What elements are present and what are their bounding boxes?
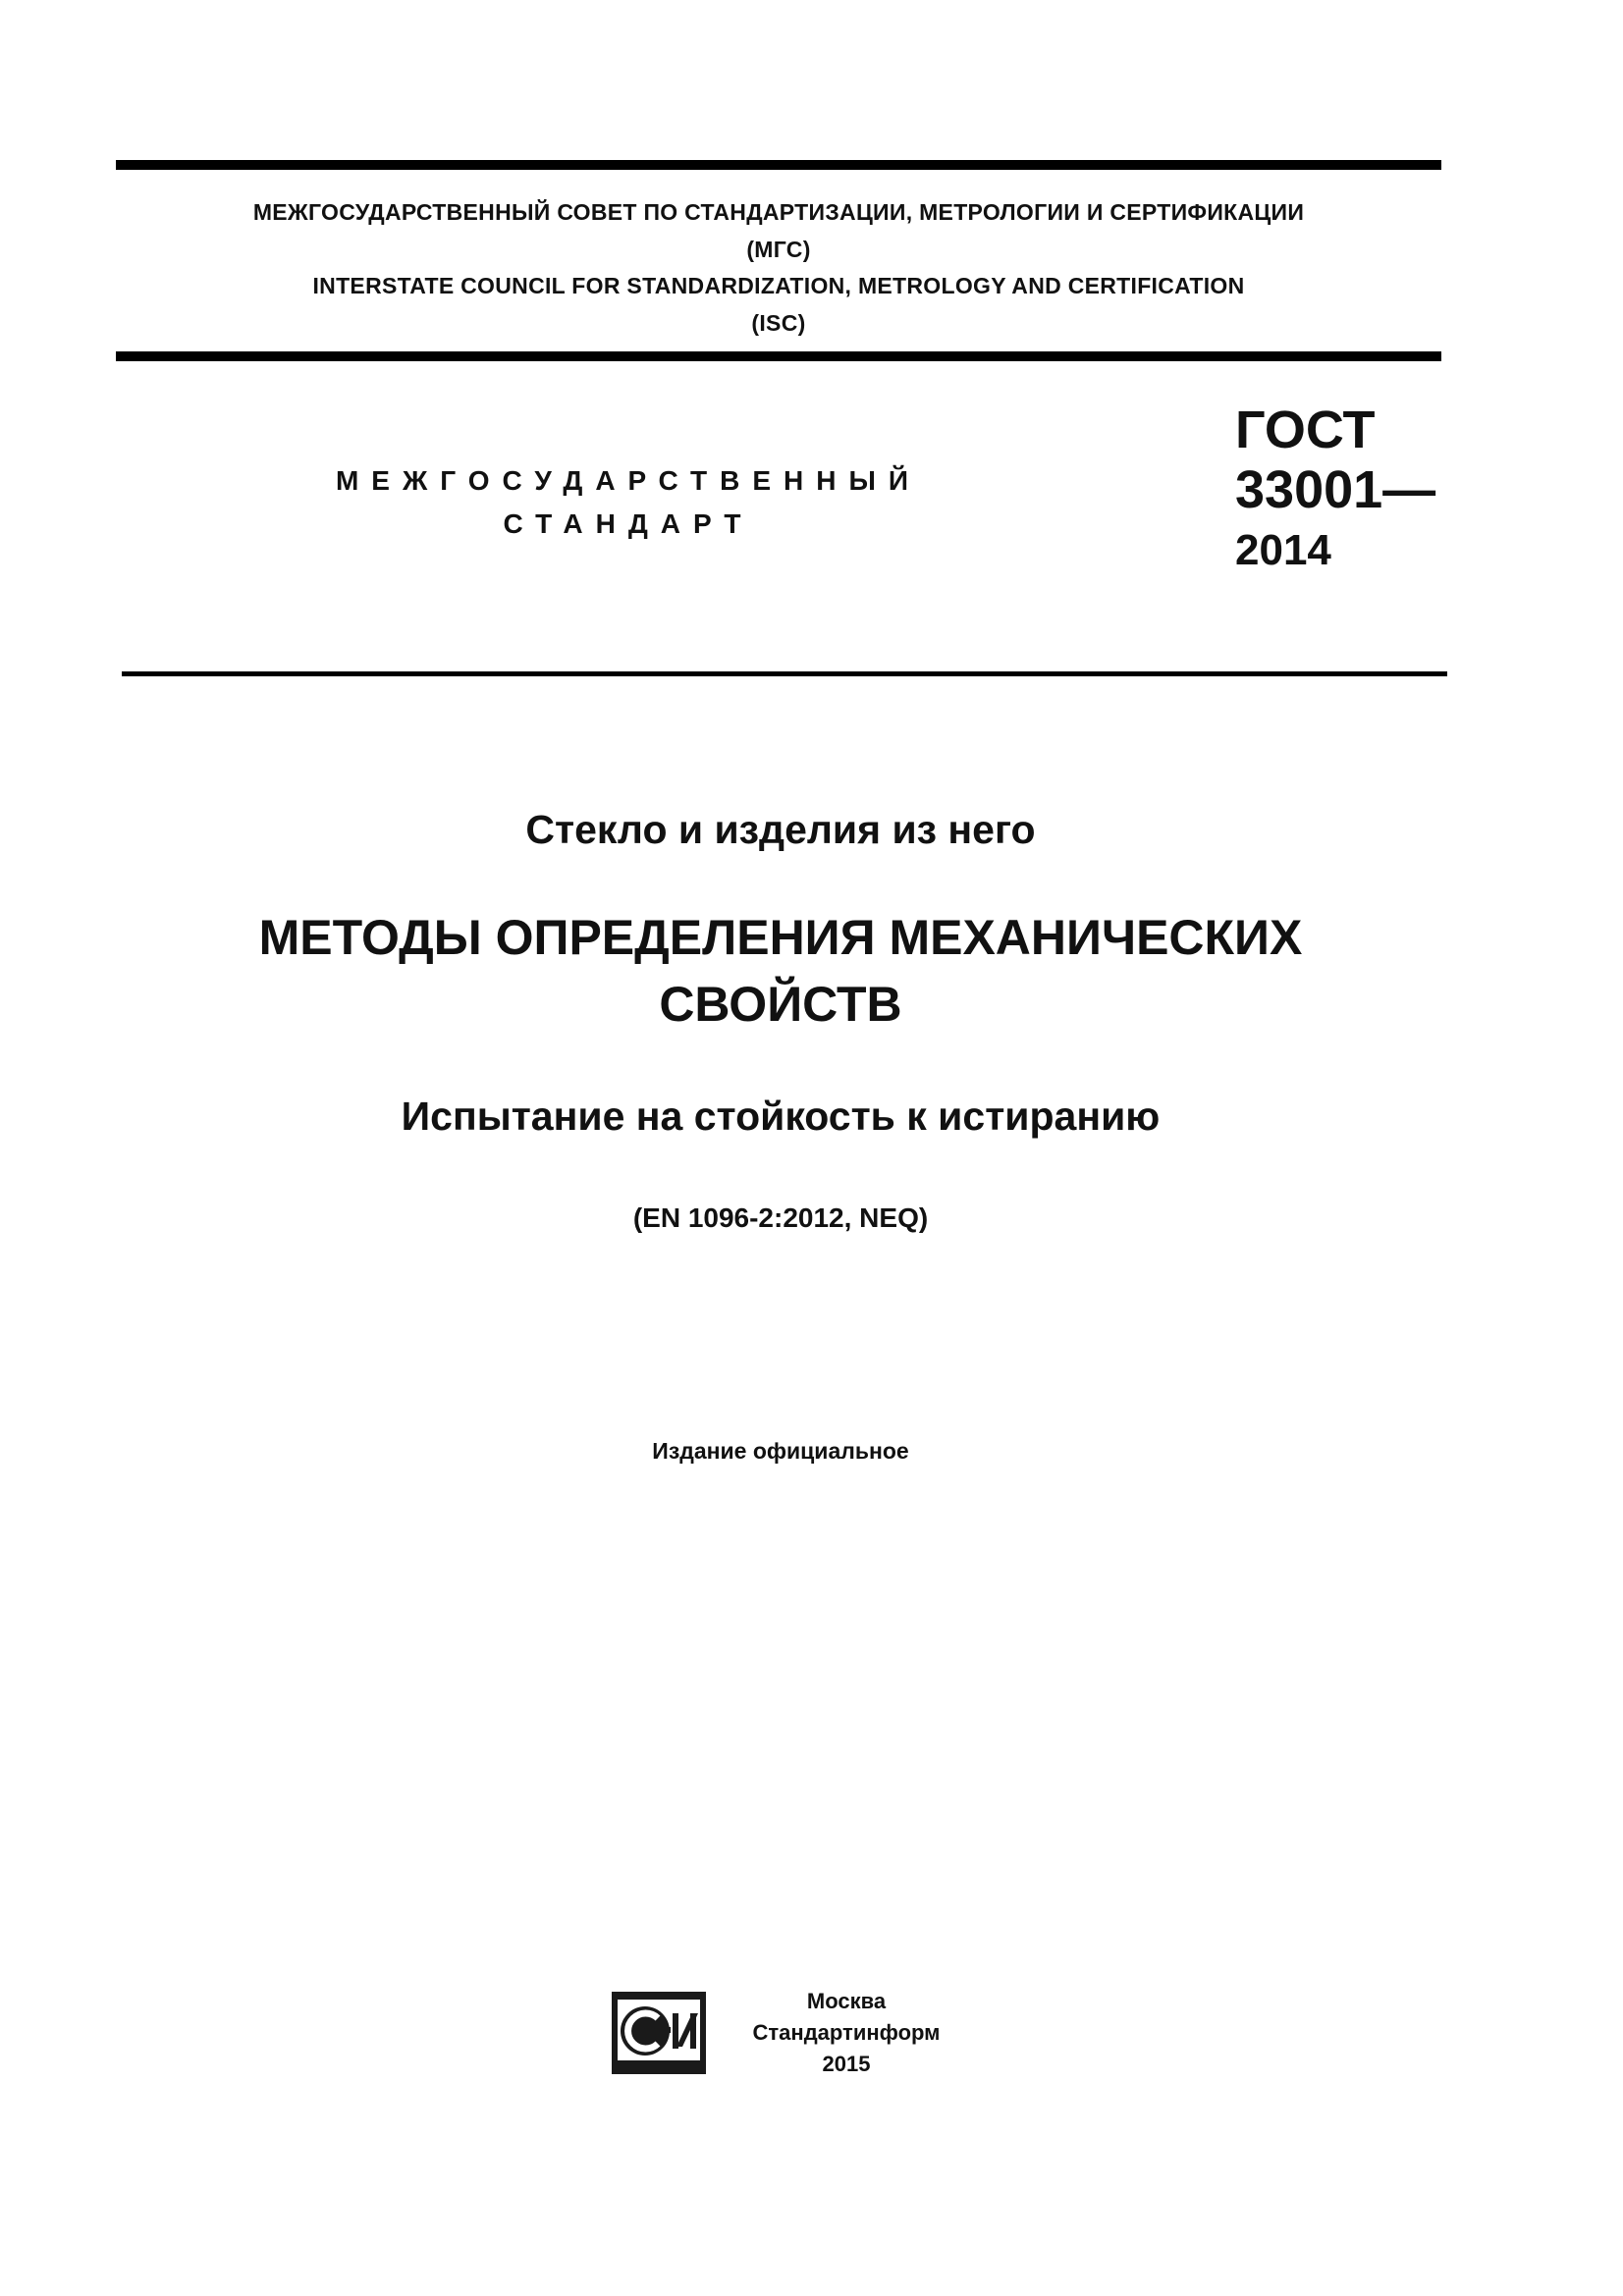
standard-kind — [295, 459, 962, 546]
title-separator-rule — [122, 671, 1447, 676]
standard-kind-line1: МЕЖГОСУДАРСТВЕННЫЙ — [335, 465, 922, 496]
standartinform-logo-icon — [612, 1992, 706, 2074]
logo-graphic — [612, 1992, 706, 2074]
document-subtitle: Стекло и изделия из него — [525, 807, 1036, 852]
council-header — [116, 194, 1441, 342]
main-title-line1: МЕТОДЫ ОПРЕДЕЛЕНИЯ МЕХАНИЧЕСКИХ — [258, 910, 1303, 965]
document-title-block — [167, 800, 1394, 1238]
council-abbr-ru: (МГС) — [746, 236, 811, 262]
header-bottom-rule — [116, 351, 1441, 361]
council-name-en: INTERSTATE COUNCIL FOR STANDARDIZATION, METROLOGY AND CERTIFICATION — [312, 273, 1245, 298]
standard-reference: (EN 1096-2:2012, NEQ) — [632, 1202, 929, 1233]
standard-kind-line2: СТАНДАРТ — [503, 508, 754, 539]
publisher-block — [729, 1986, 964, 2080]
publisher-city: Москва — [806, 1989, 887, 2013]
gost-year: 2014 — [1235, 526, 1331, 574]
gost-label: ГОСТ — [1235, 400, 1376, 459]
gost-number: 33001— — [1235, 460, 1436, 519]
publisher-name: Стандартинформ — [752, 2020, 941, 2045]
main-title-line2: СВОЙСТВ — [659, 977, 902, 1032]
header-top-rule — [116, 160, 1441, 170]
council-abbr-en: (ISC) — [751, 309, 806, 336]
document-main-title — [167, 904, 1394, 1038]
publisher-year: 2015 — [822, 2052, 871, 2076]
edition-note: Издание официальное — [652, 1438, 909, 1464]
council-name-ru: МЕЖГОСУДАРСТВЕННЫЙ СОВЕТ ПО СТАНДАРТИЗАЦИИ, МЕТРОЛОГИИ И СЕРТИФИКАЦИИ — [252, 199, 1305, 225]
document-part-title: Испытание на стойкость к истиранию — [401, 1094, 1161, 1139]
gost-designation — [1235, 400, 1435, 580]
